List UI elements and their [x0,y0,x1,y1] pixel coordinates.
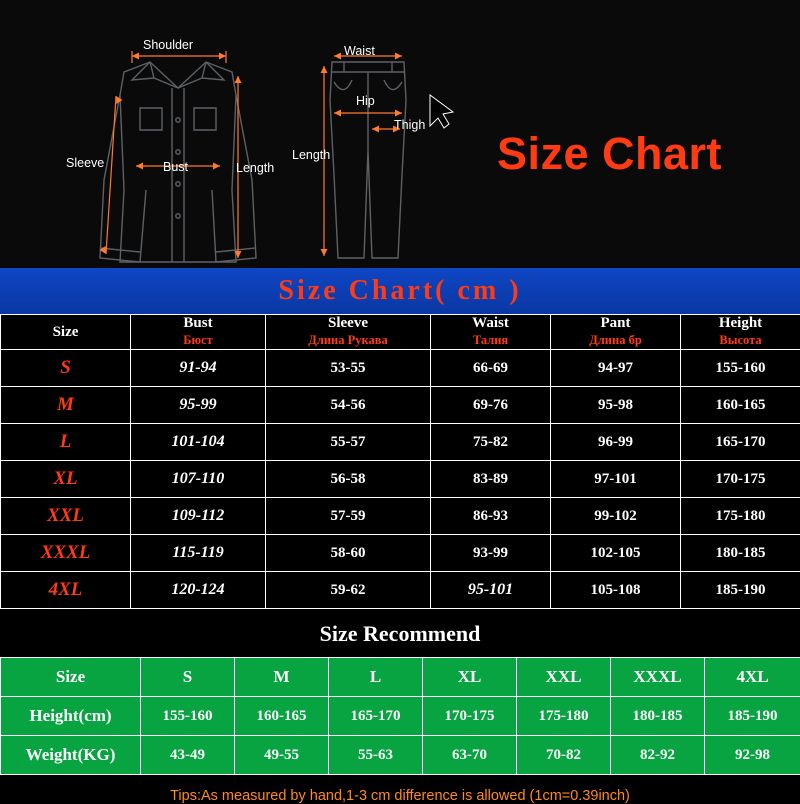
recommend-weight-value: 43-49 [141,736,235,775]
recommend-size-l: L [329,658,423,697]
size-chart-banner-text: Size Chart( cm ) [278,275,521,307]
cell-size: XL [1,461,131,498]
table-row [1,424,800,461]
cell-size: 4XL [1,572,131,609]
table-header-row-en [1,315,800,333]
cell-pant: 96-99 [551,424,681,461]
cell-bust: 115-119 [131,535,266,572]
table-row [1,350,800,387]
header-sleeve-en: Sleeve [266,315,431,333]
cell-sleeve: 54-56 [266,387,431,424]
cell-waist: 83-89 [431,461,551,498]
header-sleeve-ru: Длина Рукава [266,332,431,350]
recommend-weight-value: 82-92 [611,736,705,775]
cell-size: M [1,387,131,424]
cell-waist: 66-69 [431,350,551,387]
cell-sleeve: 59-62 [266,572,431,609]
cell-bust: 95-99 [131,387,266,424]
size-chart-table-body [1,350,800,609]
recommend-height-value: 185-190 [705,697,800,736]
recommend-size-s: S [141,658,235,697]
cell-height: 160-165 [681,387,800,424]
cell-waist: 86-93 [431,498,551,535]
size-recommend-table [0,657,800,775]
cell-bust: 91-94 [131,350,266,387]
recommend-weight-value: 63-70 [423,736,517,775]
recommend-size-xxl: XXL [517,658,611,697]
cell-pant: 97-101 [551,461,681,498]
cell-pant: 94-97 [551,350,681,387]
cell-sleeve: 56-58 [266,461,431,498]
recommend-weight-value: 70-82 [517,736,611,775]
header-bust-en: Bust [131,315,266,333]
cell-pant: 95-98 [551,387,681,424]
label-sleeve: Sleeve [66,156,104,170]
recommend-height-value: 160-165 [235,697,329,736]
table-row [1,498,800,535]
header-waist-ru: Талия [431,332,551,350]
cell-pant: 99-102 [551,498,681,535]
header-waist-en: Waist [431,315,551,333]
recommend-weight-value: 49-55 [235,736,329,775]
recommend-height-row [1,697,800,736]
cell-bust: 101-104 [131,424,266,461]
recommend-row-label-height: Height(cm) [1,697,141,736]
header-size: Size [1,315,131,350]
label-shirt-length: Length [236,161,274,175]
cell-bust: 120-124 [131,572,266,609]
cell-sleeve: 57-59 [266,498,431,535]
cell-height: 180-185 [681,535,800,572]
header-height-en: Height [681,315,800,333]
recommend-height-value: 180-185 [611,697,705,736]
header-height-ru: Высота [681,332,800,350]
recommend-size-4xl: 4XL [705,658,800,697]
cell-pant: 102-105 [551,535,681,572]
recommend-height-value: 175-180 [517,697,611,736]
size-chart-banner [0,268,800,314]
recommend-row-label-weight: Weight(KG) [1,736,141,775]
recommend-size-xl: XL [423,658,517,697]
size-recommend-section [0,609,800,775]
recommend-weight-value: 92-98 [705,736,800,775]
label-waist: Waist [344,44,375,58]
recommend-height-value: 165-170 [329,697,423,736]
table-row [1,535,800,572]
recommend-size-xxxl: XXXL [611,658,705,697]
header-bust-ru: Бюст [131,332,266,350]
recommend-size-m: M [235,658,329,697]
table-row [1,572,800,609]
size-chart-table-head [1,315,800,350]
cell-waist: 75-82 [431,424,551,461]
cell-bust: 107-110 [131,461,266,498]
label-bust: Bust [163,160,188,174]
recommend-height-value: 155-160 [141,697,235,736]
cell-height: 185-190 [681,572,800,609]
cell-height: 165-170 [681,424,800,461]
cell-bust: 109-112 [131,498,266,535]
garment-illustration [0,0,800,268]
header-pant-ru: Длина бр [551,332,681,350]
label-thigh: Thigh [394,118,425,132]
cell-size: XXXL [1,535,131,572]
cell-height: 170-175 [681,461,800,498]
cell-height: 155-160 [681,350,800,387]
cell-sleeve: 55-57 [266,424,431,461]
cell-size: S [1,350,131,387]
cell-sleeve: 53-55 [266,350,431,387]
table-row [1,461,800,498]
page-title: Size Chart [497,128,722,180]
label-pants-length: Length [292,148,330,162]
header-pant-en: Pant [551,315,681,333]
recommend-weight-value: 55-63 [329,736,423,775]
size-chart-table [0,314,800,609]
label-hip: Hip [356,94,375,108]
table-row [1,387,800,424]
recommend-row-label-size: Size [1,658,141,697]
tips-note: Tips:As measured by hand,1-3 cm difference is allowed (1cm=0.39inch) [0,775,800,804]
cell-pant: 105-108 [551,572,681,609]
recommend-height-value: 170-175 [423,697,517,736]
recommend-weight-row [1,736,800,775]
cell-waist: 93-99 [431,535,551,572]
size-recommend-title: Size Recommend [0,609,800,657]
cell-size: XXL [1,498,131,535]
cell-waist: 69-76 [431,387,551,424]
cell-size: L [1,424,131,461]
label-shoulder: Shoulder [143,38,193,52]
cell-sleeve: 58-60 [266,535,431,572]
cell-waist: 95-101 [431,572,551,609]
cell-height: 175-180 [681,498,800,535]
recommend-header-row [1,658,800,697]
